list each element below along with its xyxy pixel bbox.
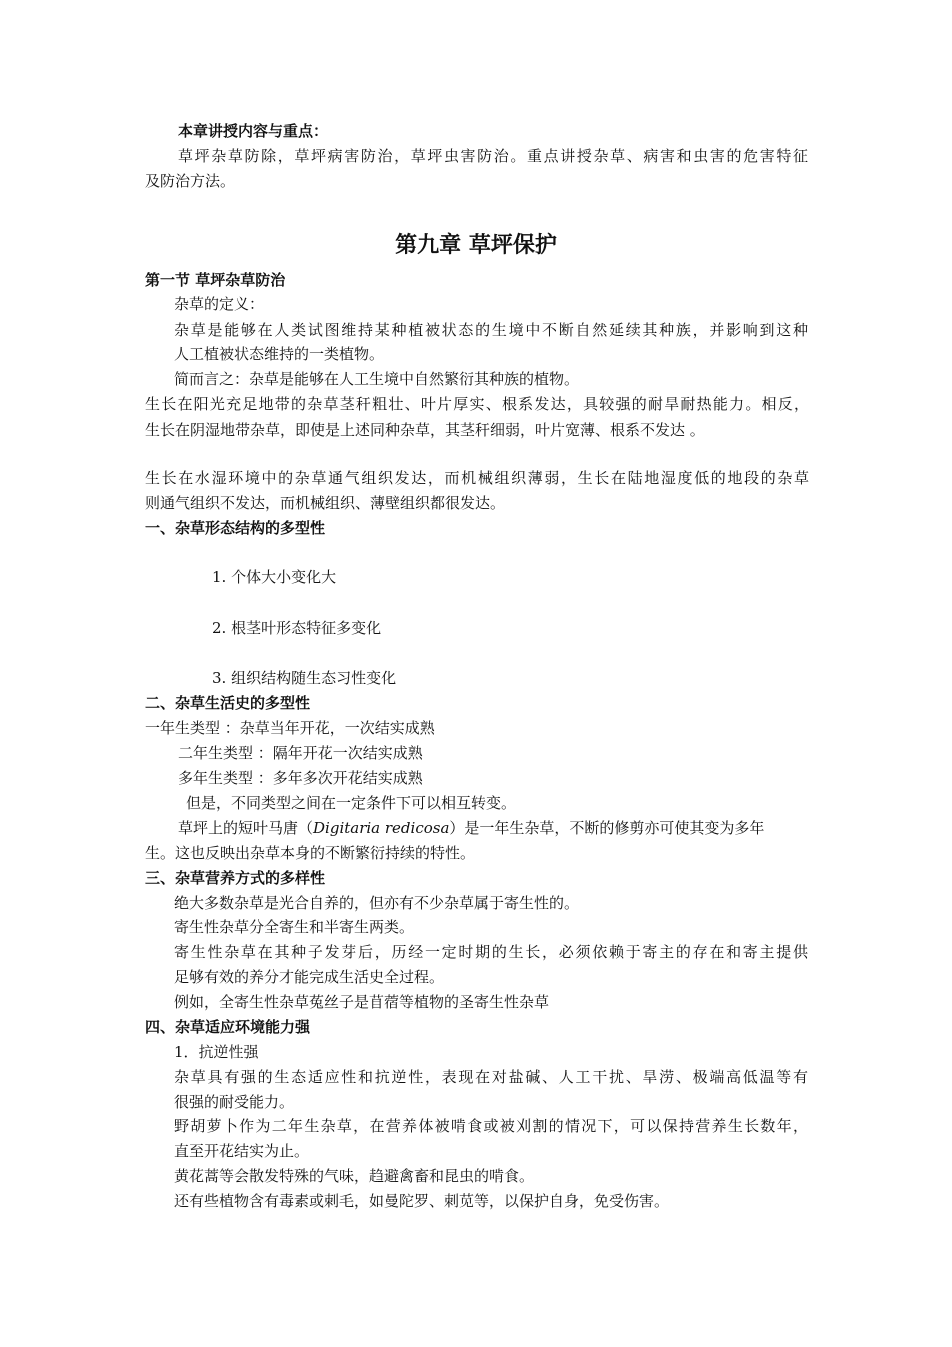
latin-name: Digitaria redicosa [313,819,450,837]
part1-heading: 一、杂草形态结构的多型性 [145,519,326,537]
part3-line2: 寄生性杂草分全寄生和半寄生两类。 [174,918,415,936]
part4-line2a: 野胡萝卜作为二年生杂草，在营养体被啃食或被刈割的情况下，可以保持营养生长数年， [174,1117,808,1135]
part3-line1: 绝大多数杂草是光合自养的，但亦有不少杂草属于寄生性的。 [174,894,580,912]
section-heading: 第一节 草坪杂草防治 [145,271,286,289]
definition-line2: 人工植被状态维持的一类植物。 [174,345,385,363]
example-text-pre: 草坪上的短叶马唐（ [178,819,314,837]
example-line2: 生。这也反映出杂草本身的不断繁衍持续的特性。 [145,844,476,862]
part4-line3: 黄花蒿等会散发特殊的气味，趋避禽畜和昆虫的啃食。 [174,1167,535,1185]
part4-heading: 四、杂草适应环境能力强 [145,1018,311,1036]
paragraph1-line2: 生长在阴湿地带杂草，即使是上述同种杂草，其茎秆细弱，叶片宽薄、根系不发达 。 [145,421,705,439]
part3-heading: 三、杂草营养方式的多样性 [145,869,326,887]
example-line1 [178,818,764,838]
part2-heading: 二、杂草生活史的多型性 [145,694,311,712]
list-item: 2. 根茎叶形态特征多变化 [212,619,382,637]
intro-text-line2: 及防治方法。 [145,172,236,190]
part4-line4: 还有些植物含有毒素或刺毛，如曼陀罗、刺苋等，以保护自身，免受伤害。 [174,1192,670,1210]
intro-text-line1: 草坪杂草防除，草坪病害防治，草坪虫害防治。重点讲授杂草、病害和虫害的危害特征 [178,147,808,165]
part3-line4: 例如，全寄生性杂草菟丝子是苜蓿等植物的圣寄生性杂草 [174,993,550,1011]
part3-line3b: 足够有效的养分才能完成生活史全过程。 [174,968,445,986]
conversion-note: 但是，不同类型之间在一定条件下可以相互转变。 [186,794,517,812]
example-text-post: ）是一年生杂草，不断的修剪亦可使其变为多年 [449,819,765,837]
biennial-type: 二年生类型 ：隔年开花一次结实成熟 [178,744,423,762]
part4-line2b: 直至开花结实为止。 [174,1142,310,1160]
short-definition: 简而言之：杂草是能够在人工生境中自然繁衍其种族的植物。 [174,370,580,388]
part3-line3a: 寄生性杂草在其种子发芽后，历经一定时期的生长，必须依赖于寄主的存在和寄主提供 [174,943,808,961]
paragraph2-line1: 生长在水湿环境中的杂草通气组织发达，而机械组织薄弱，生长在陆地湿度低的地段的杂草 [145,469,809,487]
part4-subheading: 1．抗逆性强 [174,1043,259,1061]
definition-label: 杂草的定义： [174,295,265,313]
part4-line1a: 杂草具有强的生态适应性和抗逆性，表现在对盐碱、人工干扰、旱涝、极端高低温等有 [174,1068,808,1086]
part4-line1b: 很强的耐受能力。 [174,1093,295,1111]
list-item: 3. 组织结构随生态习性变化 [212,669,397,687]
intro-heading: 本章讲授内容与重点： [178,122,329,140]
list-item: 1. 个体大小变化大 [212,568,337,586]
definition-line1: 杂草是能够在人类试图维持某种植被状态的生境中不断自然延续其种族，并影响到这种 [174,321,808,339]
chapter-title: 第九章 草坪保护 [395,233,557,258]
annual-type: 一年生类型 ：杂草当年开花，一次结实成熟 [145,719,435,737]
paragraph2-line2: 则通气组织不发达，而机械组织、薄壁组织都很发达。 [145,494,506,512]
perennial-type: 多年生类型 ：多年多次开花结实成熟 [178,769,423,787]
paragraph1-line1: 生长在阳光充足地带的杂草茎秆粗壮、叶片厚实、根系发达，具较强的耐旱耐热能力。相反， [145,395,809,413]
